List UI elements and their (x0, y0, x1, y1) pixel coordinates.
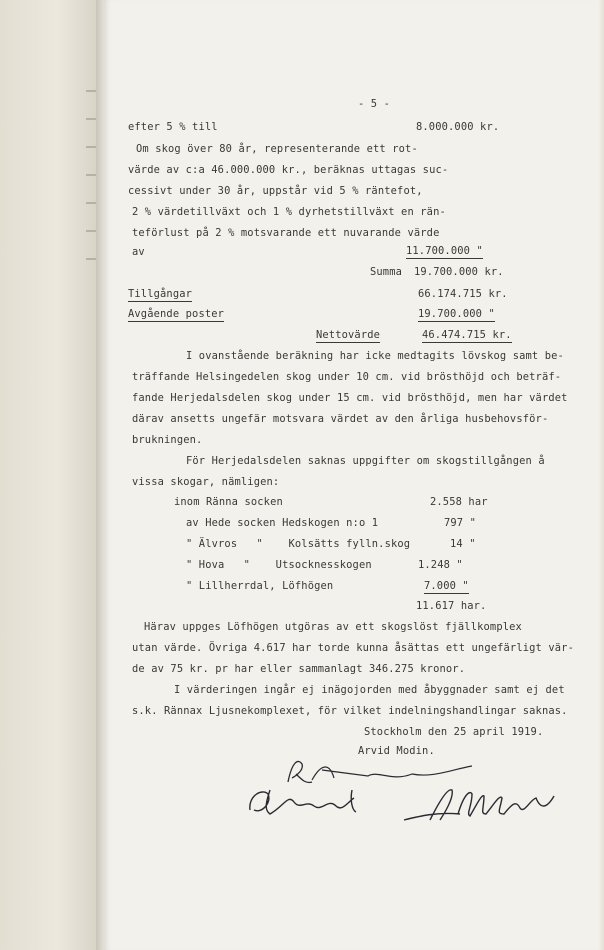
para5-line: s.k. Rännax Ljusnekomplexet, för vilket indelningshandlingar saknas. (132, 705, 568, 717)
sig2-text (104, 0, 105, 1)
holding-value: 1.248 " (418, 559, 463, 571)
holding-name: av Hede socken Hedskogen n:o 1 (186, 517, 379, 529)
sig1-text (104, 0, 105, 1)
holding-name: inom Ränna socken (174, 496, 283, 508)
para5-line: I värderingen ingår ej inägojorden med åbyggnader samt ej det (174, 684, 565, 696)
line-efter: efter 5 % till (128, 121, 218, 133)
page-edge (598, 0, 604, 950)
bleed-through-marks (82, 90, 96, 286)
para1-line: Om skog över 80 år, representerande ett rot- (136, 143, 418, 155)
summa-label: Summa (370, 266, 403, 278)
avgaende-value: 19.700.000 " (418, 308, 495, 320)
tillgangar-value: 66.174.715 kr. (418, 288, 508, 300)
netto-value: 46.474.715 kr. (422, 329, 512, 341)
para3-line: vissa skogar, nämligen: (132, 476, 280, 488)
holding-value: 14 " (450, 538, 476, 550)
avgaende-label: Avgående poster (128, 308, 225, 320)
para4-line: Härav uppges Löfhögen utgöras av ett skogslöst fjällkomplex (144, 621, 522, 633)
para1-line: värde av c:a 46.000.000 kr., beräknas uttagas suc- (128, 164, 449, 176)
para1-line: teförlust på 2 % motsvarande ett nuvarande värde (132, 227, 440, 239)
holding-name: " Hova " Utsocknesskogen (186, 559, 372, 571)
signature-eklund (244, 780, 384, 828)
para1-line: 2 % värdetillväxt och 1 % dyrhetstillväxt en rän- (132, 206, 446, 218)
signature-lilliehook (400, 780, 570, 834)
page-number: - 5 - (358, 98, 391, 110)
holding-name: " Älvros " Kolsätts fylln.skog (186, 538, 411, 550)
summa-value: 19.700.000 kr. (414, 266, 504, 278)
amount-8000000: 8.000.000 kr. (416, 121, 500, 133)
para2-line: brukningen. (132, 434, 203, 446)
holding-name: " Lillherrdal, Löfhögen (186, 580, 334, 592)
amount-11700000: 11.700.000 " (406, 245, 483, 257)
para3-line: För Herjedalsdelen saknas uppgifter om skogstillgången å (186, 455, 545, 467)
tillgangar-label: Tillgångar (128, 288, 193, 300)
holding-value: 797 " (444, 517, 477, 529)
holding-value: 7.000 " (424, 580, 469, 592)
holding-value: 2.558 har (430, 496, 488, 508)
holdings-total: 11.617 har. (416, 600, 487, 612)
para2-line: träffande Helsingedelen skog under 10 cm. vid brösthöjd och beträf- (132, 371, 562, 383)
typed-signatory: Arvid Modin. (358, 745, 435, 757)
document-page (104, 0, 604, 950)
para2-line: I ovanstående beräkning har icke medtagits lövskog samt be- (186, 350, 564, 362)
para2-line: fande Herjedalsdelen skog under 15 cm. vid brösthöjd, men har värdet (132, 392, 568, 404)
place-date: Stockholm den 25 april 1919. (364, 726, 544, 738)
para2-line: därav ansetts ungefär motsvara värdet av den årliga husbehovsför- (132, 413, 549, 425)
netto-label: Nettovärde (316, 329, 381, 341)
adjacent-page-edge (0, 0, 96, 950)
para4-line: utan värde. Övriga 4.617 har torde kunna åsättas ett ungefärligt vär- (132, 642, 574, 654)
para4-line: de av 75 kr. pr har eller sammanlagt 346.275 kronor. (132, 663, 466, 675)
para1-av: av (132, 246, 145, 258)
para1-line: cessivt under 30 år, uppstår vid 5 % räntefot, (128, 185, 423, 197)
